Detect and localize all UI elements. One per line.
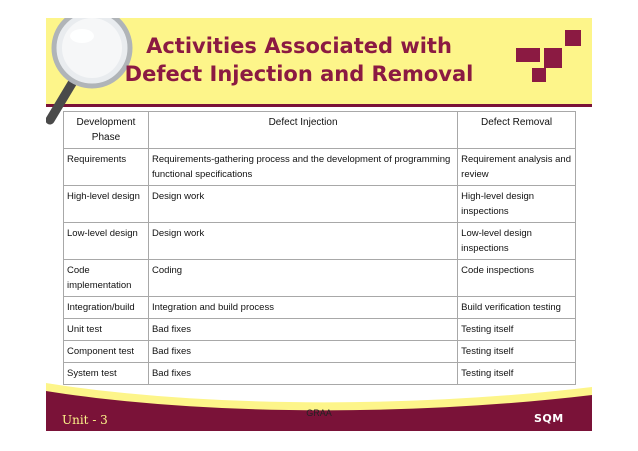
footer-wave bbox=[46, 373, 592, 431]
table-cell: Design work bbox=[148, 186, 457, 223]
table-cell: Integration/build bbox=[64, 297, 149, 319]
footer-course-label: SQM bbox=[534, 412, 564, 425]
table-row bbox=[64, 260, 576, 297]
table-cell: Requirements bbox=[64, 149, 149, 186]
decor-square bbox=[516, 48, 540, 62]
table-cell: System test bbox=[64, 363, 149, 385]
table-cell: Code implementation bbox=[64, 260, 149, 297]
column-header: Development Phase bbox=[64, 112, 149, 149]
table-cell: Unit test bbox=[64, 319, 149, 341]
defect-table bbox=[63, 111, 576, 385]
column-header: Defect Injection bbox=[148, 112, 457, 149]
table-cell: Integration and build process bbox=[148, 297, 457, 319]
decor-square bbox=[544, 48, 562, 68]
table-cell: Build verification testing bbox=[458, 297, 576, 319]
table-cell: Testing itself bbox=[458, 319, 576, 341]
table-cell: Bad fixes bbox=[148, 363, 457, 385]
table-row bbox=[64, 223, 576, 260]
table-cell: Coding bbox=[148, 260, 457, 297]
footer-unit-label: Unit - 3 bbox=[62, 413, 108, 427]
table-row bbox=[64, 297, 576, 319]
table-row bbox=[64, 149, 576, 186]
table-cell: Requirement analysis and review bbox=[458, 149, 576, 186]
table-header-row bbox=[64, 112, 576, 149]
table-cell: Low-level design bbox=[64, 223, 149, 260]
table-cell: Component test bbox=[64, 341, 149, 363]
table-cell: Testing itself bbox=[458, 363, 576, 385]
footer-center-text: GRAA bbox=[306, 408, 332, 418]
table-cell: Low-level design inspections bbox=[458, 223, 576, 260]
table-row bbox=[64, 341, 576, 363]
table-cell: High-level design inspections bbox=[458, 186, 576, 223]
decor-square bbox=[532, 68, 546, 82]
table-cell: High-level design bbox=[64, 186, 149, 223]
column-header: Defect Removal bbox=[458, 112, 576, 149]
table-cell: Code inspections bbox=[458, 260, 576, 297]
decor-square bbox=[565, 30, 581, 46]
table-row bbox=[64, 319, 576, 341]
table-cell: Design work bbox=[148, 223, 457, 260]
table-cell: Requirements-gathering process and the development of programming functional specifications bbox=[148, 149, 457, 186]
slide-title: Activities Associated with Defect Injection and Removal bbox=[124, 34, 474, 86]
table-cell: Bad fixes bbox=[148, 319, 457, 341]
table-cell: Bad fixes bbox=[148, 341, 457, 363]
slide bbox=[46, 18, 592, 431]
table-cell: Testing itself bbox=[458, 341, 576, 363]
table-row bbox=[64, 186, 576, 223]
